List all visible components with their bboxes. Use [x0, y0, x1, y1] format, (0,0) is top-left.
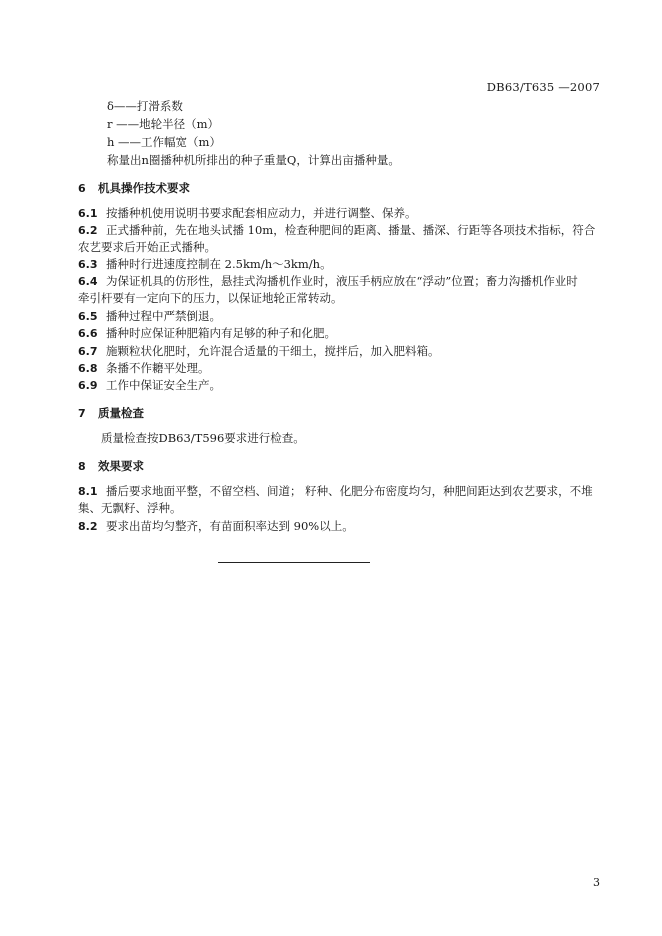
- section-heading: [78, 180, 598, 197]
- standard-code-header: DB63/T635 —2007: [486, 80, 600, 94]
- clause-continuation: 集、无飘籽、浮种。: [78, 501, 182, 515]
- clause: [78, 377, 598, 394]
- clause-number: 6.5: [78, 310, 98, 323]
- clause-number: 6.4: [78, 275, 98, 288]
- clause: [78, 343, 598, 360]
- clause-number: 6.9: [78, 379, 98, 392]
- clause-text: 播种过程中严禁倒退。: [106, 309, 221, 323]
- page-number: 3: [593, 876, 600, 889]
- intro-sentence: 称量出n圈播种机所排出的种子重量Q，计算出亩播种量。: [107, 153, 400, 167]
- clause: [78, 483, 598, 500]
- clause: [78, 325, 598, 342]
- section-number: 7: [78, 407, 86, 420]
- section-title: 质量检查: [98, 406, 144, 420]
- clause-text: 播种时应保证种肥箱内有足够的种子和化肥。: [106, 326, 336, 340]
- clause-text: 播种时行进速度控制在 2.5km/h～3km/h。: [106, 257, 332, 271]
- clause-continuation: 牵引杆要有一定向下的压力，以保证地轮正常转动。: [78, 291, 343, 305]
- clause: [78, 222, 598, 239]
- clause-number: 6.2: [78, 224, 98, 237]
- clause-text: 条播不作耱平处理。: [106, 361, 210, 375]
- clause-number: 6.3: [78, 258, 98, 271]
- clause-number: 6.7: [78, 345, 98, 358]
- var-definition: r ——地轮半径（m）: [107, 117, 220, 131]
- clause-text: 工作中保证安全生产。: [106, 378, 221, 392]
- end-rule: [218, 562, 370, 563]
- clause: [78, 518, 598, 535]
- clause-number: 8.1: [78, 485, 98, 498]
- clause-text: 要求出苗均匀整齐，有苗面积率达到 90%以上。: [106, 519, 354, 533]
- clause: [78, 256, 598, 273]
- clause-text: 正式播种前，先在地头试播 10m，检查种肥间的距离、播量、播深、行距等各项技术指标，符合: [106, 223, 596, 237]
- clause-text: 播后要求地面平整，不留空档、间道； 籽种、化肥分布密度均匀，种肥间距达到农艺要求，不堆: [106, 484, 593, 498]
- var-definition: δ——打滑系数: [107, 99, 183, 113]
- section-title: 效果要求: [98, 459, 144, 473]
- section-number: 6: [78, 182, 86, 195]
- clause-number: 6.1: [78, 207, 98, 220]
- clause: [78, 273, 598, 290]
- section-heading: [78, 405, 598, 422]
- var-definition: h ——工作幅宽（m）: [107, 135, 221, 149]
- section-heading: [78, 458, 598, 475]
- clause-continuation: 农艺要求后开始正式播种。: [78, 240, 216, 254]
- section-title: 机具操作技术要求: [98, 181, 190, 195]
- clause-text: 按播种机使用说明书要求配套相应动力，并进行调整、保养。: [106, 206, 417, 220]
- clause-text: 为保证机具的仿形性，悬挂式沟播机作业时，液压手柄应放在“浮动”位置；畜力沟播机作业时: [106, 274, 578, 288]
- clause-number: 6.6: [78, 327, 98, 340]
- clause: [78, 205, 598, 222]
- section-number: 8: [78, 460, 86, 473]
- clause-number: 8.2: [78, 520, 98, 533]
- clause: [78, 308, 598, 325]
- paragraph: 质量检查按DB63/T596要求进行检查。: [101, 431, 305, 445]
- clause-text: 施颗粒状化肥时，允许混合适量的干细土，搅拌后，加入肥料箱。: [106, 344, 440, 358]
- clause: [78, 360, 598, 377]
- clause-number: 6.8: [78, 362, 98, 375]
